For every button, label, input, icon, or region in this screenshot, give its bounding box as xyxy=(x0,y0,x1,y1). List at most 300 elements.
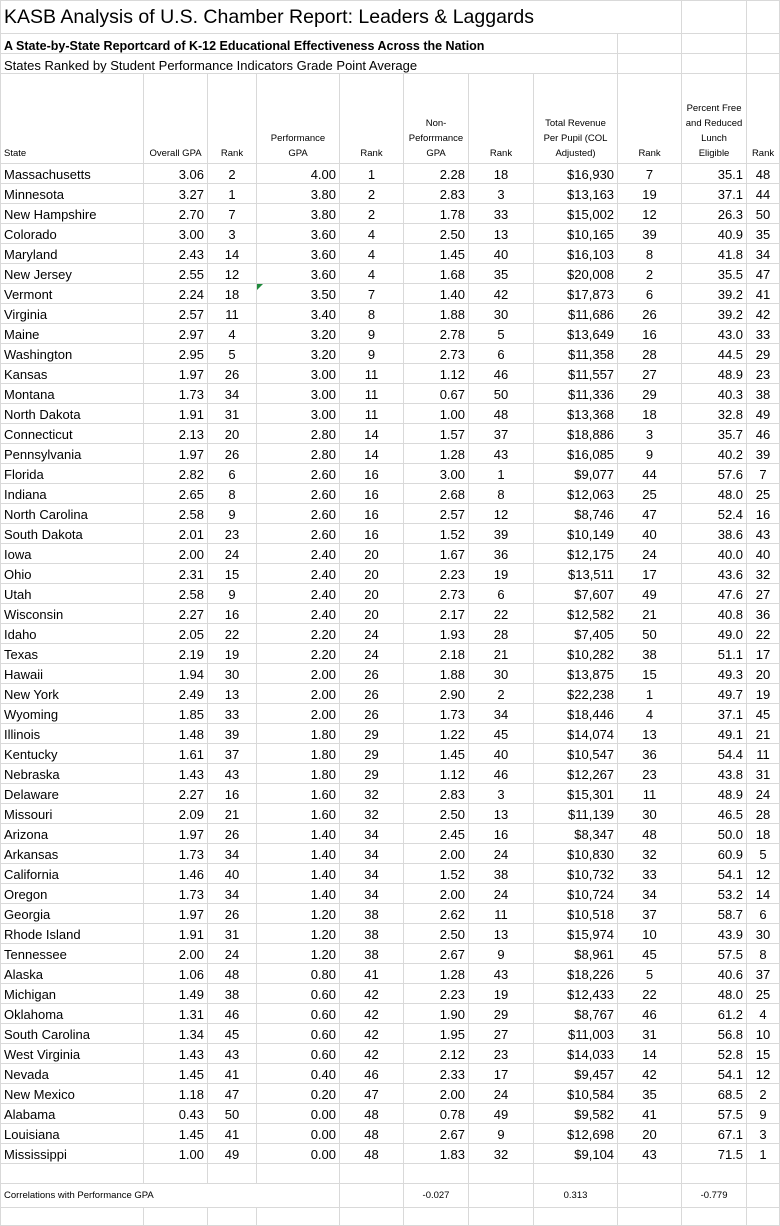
cell-nonperformance-gpa[interactable]: 2.68 xyxy=(404,484,469,504)
cell-rank-nonperformance[interactable]: 3 xyxy=(469,184,534,204)
cell-state[interactable]: Montana xyxy=(1,384,144,404)
cell-state[interactable]: Rhode Island xyxy=(1,924,144,944)
cell-rank-free-lunch[interactable]: 40 xyxy=(747,544,780,564)
cell-rank-nonperformance[interactable]: 16 xyxy=(469,824,534,844)
cell-nonperformance-gpa[interactable]: 1.12 xyxy=(404,764,469,784)
cell-free-lunch[interactable]: 48.0 xyxy=(682,484,747,504)
cell-state[interactable]: South Dakota xyxy=(1,524,144,544)
cell-revenue[interactable]: $13,368 xyxy=(534,404,618,424)
cell-rank-overall[interactable]: 24 xyxy=(208,544,257,564)
cell-free-lunch[interactable]: 44.5 xyxy=(682,344,747,364)
cell-free-lunch[interactable]: 32.8 xyxy=(682,404,747,424)
cell-overall-gpa[interactable]: 1.73 xyxy=(144,884,208,904)
cell-free-lunch[interactable]: 49.0 xyxy=(682,624,747,644)
cell-revenue[interactable]: $10,584 xyxy=(534,1084,618,1104)
cell-performance-gpa[interactable]: 3.00 xyxy=(257,384,340,404)
cell-rank-nonperformance[interactable]: 37 xyxy=(469,424,534,444)
cell-overall-gpa[interactable]: 1.34 xyxy=(144,1024,208,1044)
cell-performance-gpa[interactable]: 1.40 xyxy=(257,844,340,864)
cell-rank-overall[interactable]: 38 xyxy=(208,984,257,1004)
cell-state[interactable]: Oklahoma xyxy=(1,1004,144,1024)
cell-nonperformance-gpa[interactable]: 0.78 xyxy=(404,1104,469,1124)
cell-state[interactable]: Arkansas xyxy=(1,844,144,864)
cell-free-lunch[interactable]: 71.5 xyxy=(682,1144,747,1164)
cell-rank-nonperformance[interactable]: 19 xyxy=(469,564,534,584)
cell-performance-gpa[interactable]: 0.00 xyxy=(257,1124,340,1144)
cell-rank-performance[interactable]: 16 xyxy=(340,464,404,484)
cell-free-lunch[interactable]: 35.1 xyxy=(682,164,747,184)
cell-overall-gpa[interactable]: 2.55 xyxy=(144,264,208,284)
cell-rank-overall[interactable]: 33 xyxy=(208,704,257,724)
header-rank-nonperformance[interactable]: Rank xyxy=(469,74,534,164)
cell-revenue[interactable]: $12,063 xyxy=(534,484,618,504)
cell-state[interactable]: North Carolina xyxy=(1,504,144,524)
cell-free-lunch[interactable]: 58.7 xyxy=(682,904,747,924)
cell-overall-gpa[interactable]: 1.73 xyxy=(144,844,208,864)
cell-nonperformance-gpa[interactable]: 1.22 xyxy=(404,724,469,744)
cell-free-lunch[interactable]: 49.3 xyxy=(682,664,747,684)
cell-overall-gpa[interactable]: 2.24 xyxy=(144,284,208,304)
cell-state[interactable]: West Virginia xyxy=(1,1044,144,1064)
cell-free-lunch[interactable]: 48.0 xyxy=(682,984,747,1004)
cell-free-lunch[interactable]: 54.1 xyxy=(682,864,747,884)
cell-rank-free-lunch[interactable]: 36 xyxy=(747,604,780,624)
header-rank-free-lunch[interactable]: Rank xyxy=(747,74,780,164)
cell-rank-revenue[interactable]: 27 xyxy=(618,364,682,384)
cell-performance-gpa[interactable]: 2.40 xyxy=(257,604,340,624)
cell-state[interactable]: Alaska xyxy=(1,964,144,984)
cell-state[interactable]: Florida xyxy=(1,464,144,484)
cell-rank-revenue[interactable]: 24 xyxy=(618,544,682,564)
cell-rank-free-lunch[interactable]: 12 xyxy=(747,864,780,884)
cell-rank-performance[interactable]: 41 xyxy=(340,964,404,984)
cell-free-lunch[interactable]: 52.8 xyxy=(682,1044,747,1064)
cell-rank-free-lunch[interactable]: 28 xyxy=(747,804,780,824)
cell-performance-gpa[interactable]: 2.20 xyxy=(257,624,340,644)
header-rank-overall[interactable]: Rank xyxy=(208,74,257,164)
cell-performance-gpa[interactable]: 1.60 xyxy=(257,804,340,824)
cell-rank-overall[interactable]: 9 xyxy=(208,584,257,604)
cell-overall-gpa[interactable]: 2.57 xyxy=(144,304,208,324)
cell-state[interactable]: Nevada xyxy=(1,1064,144,1084)
cell-performance-gpa[interactable]: 0.60 xyxy=(257,984,340,1004)
cell-rank-overall[interactable]: 26 xyxy=(208,904,257,924)
cell-rank-overall[interactable]: 9 xyxy=(208,504,257,524)
cell-rank-overall[interactable]: 30 xyxy=(208,664,257,684)
cell-overall-gpa[interactable]: 1.49 xyxy=(144,984,208,1004)
cell-free-lunch[interactable]: 68.5 xyxy=(682,1084,747,1104)
cell-rank-performance[interactable]: 7 xyxy=(340,284,404,304)
cell-rank-free-lunch[interactable]: 17 xyxy=(747,644,780,664)
cell-rank-overall[interactable]: 40 xyxy=(208,864,257,884)
cell-nonperformance-gpa[interactable]: 2.00 xyxy=(404,844,469,864)
cell-rank-overall[interactable]: 49 xyxy=(208,1144,257,1164)
cell-free-lunch[interactable]: 47.6 xyxy=(682,584,747,604)
cell-rank-revenue[interactable]: 20 xyxy=(618,1124,682,1144)
cell-rank-nonperformance[interactable]: 36 xyxy=(469,544,534,564)
cell-nonperformance-gpa[interactable]: 1.73 xyxy=(404,704,469,724)
cell-rank-revenue[interactable]: 48 xyxy=(618,824,682,844)
cell-state[interactable]: Tennessee xyxy=(1,944,144,964)
cell-rank-revenue[interactable]: 44 xyxy=(618,464,682,484)
cell-rank-overall[interactable]: 19 xyxy=(208,644,257,664)
cell-performance-gpa[interactable]: 1.40 xyxy=(257,864,340,884)
cell-rank-revenue[interactable]: 34 xyxy=(618,884,682,904)
cell-rank-performance[interactable]: 9 xyxy=(340,324,404,344)
cell-rank-revenue[interactable]: 46 xyxy=(618,1004,682,1024)
cell-performance-gpa[interactable]: 3.20 xyxy=(257,324,340,344)
cell-performance-gpa[interactable]: 2.60 xyxy=(257,484,340,504)
cell-state[interactable]: South Carolina xyxy=(1,1024,144,1044)
cell-rank-nonperformance[interactable]: 30 xyxy=(469,304,534,324)
cell-rank-revenue[interactable]: 31 xyxy=(618,1024,682,1044)
cell-state[interactable]: Louisiana xyxy=(1,1124,144,1144)
cell-rank-nonperformance[interactable]: 50 xyxy=(469,384,534,404)
cell-free-lunch[interactable]: 57.6 xyxy=(682,464,747,484)
cell-rank-revenue[interactable]: 28 xyxy=(618,344,682,364)
cell-rank-nonperformance[interactable]: 11 xyxy=(469,904,534,924)
cell-rank-free-lunch[interactable]: 42 xyxy=(747,304,780,324)
cell-rank-free-lunch[interactable]: 48 xyxy=(747,164,780,184)
cell-rank-free-lunch[interactable]: 34 xyxy=(747,244,780,264)
cell-rank-performance[interactable]: 34 xyxy=(340,884,404,904)
cell-rank-free-lunch[interactable]: 27 xyxy=(747,584,780,604)
cell-rank-overall[interactable]: 26 xyxy=(208,364,257,384)
cell-rank-free-lunch[interactable]: 11 xyxy=(747,744,780,764)
cell-rank-performance[interactable]: 14 xyxy=(340,444,404,464)
cell-rank-free-lunch[interactable]: 39 xyxy=(747,444,780,464)
cell-nonperformance-gpa[interactable]: 2.00 xyxy=(404,1084,469,1104)
cell-performance-gpa[interactable]: 0.20 xyxy=(257,1084,340,1104)
cell-state[interactable]: Washington xyxy=(1,344,144,364)
cell-rank-performance[interactable]: 38 xyxy=(340,904,404,924)
cell-state[interactable]: Texas xyxy=(1,644,144,664)
cell-rank-nonperformance[interactable]: 46 xyxy=(469,364,534,384)
cell-rank-overall[interactable]: 22 xyxy=(208,624,257,644)
cell-rank-overall[interactable]: 15 xyxy=(208,564,257,584)
cell-rank-overall[interactable]: 26 xyxy=(208,444,257,464)
cell-overall-gpa[interactable]: 1.45 xyxy=(144,1124,208,1144)
cell-overall-gpa[interactable]: 2.13 xyxy=(144,424,208,444)
cell-overall-gpa[interactable]: 1.61 xyxy=(144,744,208,764)
correlation-free-lunch[interactable]: -0.779 xyxy=(682,1184,747,1208)
cell-rank-revenue[interactable]: 2 xyxy=(618,264,682,284)
cell-state[interactable]: Georgia xyxy=(1,904,144,924)
cell-rank-revenue[interactable]: 38 xyxy=(618,644,682,664)
cell-rank-nonperformance[interactable]: 13 xyxy=(469,804,534,824)
cell-rank-free-lunch[interactable]: 41 xyxy=(747,284,780,304)
cell-revenue[interactable]: $16,930 xyxy=(534,164,618,184)
cell-rank-revenue[interactable]: 9 xyxy=(618,444,682,464)
cell-performance-gpa[interactable]: 3.00 xyxy=(257,364,340,384)
cell-rank-revenue[interactable]: 23 xyxy=(618,764,682,784)
cell-free-lunch[interactable]: 35.5 xyxy=(682,264,747,284)
cell-overall-gpa[interactable]: 1.31 xyxy=(144,1004,208,1024)
cell-nonperformance-gpa[interactable]: 1.12 xyxy=(404,364,469,384)
cell-rank-revenue[interactable]: 16 xyxy=(618,324,682,344)
cell-overall-gpa[interactable]: 1.97 xyxy=(144,444,208,464)
cell-overall-gpa[interactable]: 2.49 xyxy=(144,684,208,704)
cell-rank-nonperformance[interactable]: 32 xyxy=(469,1144,534,1164)
cell-rank-nonperformance[interactable]: 35 xyxy=(469,264,534,284)
cell-state[interactable]: Arizona xyxy=(1,824,144,844)
cell-nonperformance-gpa[interactable]: 1.57 xyxy=(404,424,469,444)
cell-nonperformance-gpa[interactable]: 2.73 xyxy=(404,344,469,364)
cell-rank-revenue[interactable]: 35 xyxy=(618,1084,682,1104)
cell-revenue[interactable]: $12,698 xyxy=(534,1124,618,1144)
cell-overall-gpa[interactable]: 1.48 xyxy=(144,724,208,744)
cell-rank-performance[interactable]: 4 xyxy=(340,244,404,264)
cell-free-lunch[interactable]: 39.2 xyxy=(682,304,747,324)
cell-rank-nonperformance[interactable]: 19 xyxy=(469,984,534,1004)
cell-rank-revenue[interactable]: 18 xyxy=(618,404,682,424)
cell-rank-revenue[interactable]: 50 xyxy=(618,624,682,644)
cell-revenue[interactable]: $12,433 xyxy=(534,984,618,1004)
cell-performance-gpa[interactable]: 3.60 xyxy=(257,264,340,284)
cell-rank-performance[interactable]: 26 xyxy=(340,664,404,684)
cell-rank-revenue[interactable]: 17 xyxy=(618,564,682,584)
cell-state[interactable]: New Jersey xyxy=(1,264,144,284)
cell-revenue[interactable]: $14,074 xyxy=(534,724,618,744)
cell-free-lunch[interactable]: 49.7 xyxy=(682,684,747,704)
cell-performance-gpa[interactable]: 0.60 xyxy=(257,1004,340,1024)
cell-rank-nonperformance[interactable]: 33 xyxy=(469,204,534,224)
cell-rank-performance[interactable]: 2 xyxy=(340,184,404,204)
cell-revenue[interactable]: $9,077 xyxy=(534,464,618,484)
cell-performance-gpa[interactable]: 2.20 xyxy=(257,644,340,664)
cell-overall-gpa[interactable]: 3.06 xyxy=(144,164,208,184)
cell-rank-nonperformance[interactable]: 24 xyxy=(469,884,534,904)
cell-free-lunch[interactable]: 40.9 xyxy=(682,224,747,244)
cell-rank-performance[interactable]: 32 xyxy=(340,784,404,804)
cell-overall-gpa[interactable]: 1.46 xyxy=(144,864,208,884)
cell-rank-performance[interactable]: 20 xyxy=(340,544,404,564)
cell-rank-performance[interactable]: 42 xyxy=(340,1004,404,1024)
cell-nonperformance-gpa[interactable]: 1.52 xyxy=(404,524,469,544)
cell-rank-nonperformance[interactable]: 30 xyxy=(469,664,534,684)
cell-performance-gpa[interactable]: 1.60 xyxy=(257,784,340,804)
cell-rank-nonperformance[interactable]: 12 xyxy=(469,504,534,524)
cell-rank-nonperformance[interactable]: 43 xyxy=(469,444,534,464)
cell-rank-performance[interactable]: 4 xyxy=(340,224,404,244)
cell-rank-free-lunch[interactable]: 15 xyxy=(747,1044,780,1064)
cell-rank-nonperformance[interactable]: 5 xyxy=(469,324,534,344)
cell-nonperformance-gpa[interactable]: 2.17 xyxy=(404,604,469,624)
cell-revenue[interactable]: $11,139 xyxy=(534,804,618,824)
cell-rank-performance[interactable]: 48 xyxy=(340,1124,404,1144)
cell-rank-nonperformance[interactable]: 42 xyxy=(469,284,534,304)
cell-performance-gpa[interactable]: 1.80 xyxy=(257,744,340,764)
cell-rank-nonperformance[interactable]: 45 xyxy=(469,724,534,744)
cell-rank-nonperformance[interactable]: 21 xyxy=(469,644,534,664)
cell-rank-performance[interactable]: 8 xyxy=(340,304,404,324)
cell-performance-gpa[interactable]: 0.60 xyxy=(257,1044,340,1064)
cell-rank-performance[interactable]: 20 xyxy=(340,584,404,604)
cell-rank-overall[interactable]: 41 xyxy=(208,1124,257,1144)
cell-rank-nonperformance[interactable]: 18 xyxy=(469,164,534,184)
cell-overall-gpa[interactable]: 1.43 xyxy=(144,1044,208,1064)
cell-rank-nonperformance[interactable]: 24 xyxy=(469,844,534,864)
correlation-revenue[interactable]: 0.313 xyxy=(534,1184,618,1208)
cell-nonperformance-gpa[interactable]: 1.28 xyxy=(404,964,469,984)
cell-rank-free-lunch[interactable]: 23 xyxy=(747,364,780,384)
cell-performance-gpa[interactable]: 2.00 xyxy=(257,704,340,724)
cell-state[interactable]: Wyoming xyxy=(1,704,144,724)
cell-rank-nonperformance[interactable]: 13 xyxy=(469,924,534,944)
cell-nonperformance-gpa[interactable]: 3.00 xyxy=(404,464,469,484)
header-rank-revenue[interactable]: Rank xyxy=(618,74,682,164)
cell-rank-revenue[interactable]: 1 xyxy=(618,684,682,704)
cell-state[interactable]: Pennsylvania xyxy=(1,444,144,464)
cell-performance-gpa[interactable]: 2.00 xyxy=(257,684,340,704)
cell-rank-free-lunch[interactable]: 4 xyxy=(747,1004,780,1024)
cell-free-lunch[interactable]: 57.5 xyxy=(682,944,747,964)
cell-revenue[interactable]: $10,518 xyxy=(534,904,618,924)
cell-rank-free-lunch[interactable]: 44 xyxy=(747,184,780,204)
cell-revenue[interactable]: $14,033 xyxy=(534,1044,618,1064)
cell-rank-overall[interactable]: 43 xyxy=(208,1044,257,1064)
cell-performance-gpa[interactable]: 3.40 xyxy=(257,304,340,324)
report-subtitle-ranking[interactable]: States Ranked by Student Performance Indicators Grade Point Average xyxy=(1,54,618,74)
cell-nonperformance-gpa[interactable]: 2.28 xyxy=(404,164,469,184)
cell-rank-free-lunch[interactable]: 20 xyxy=(747,664,780,684)
cell-nonperformance-gpa[interactable]: 2.67 xyxy=(404,1124,469,1144)
cell-state[interactable]: Missouri xyxy=(1,804,144,824)
cell-overall-gpa[interactable]: 2.09 xyxy=(144,804,208,824)
cell-revenue[interactable]: $10,724 xyxy=(534,884,618,904)
cell-rank-performance[interactable]: 4 xyxy=(340,264,404,284)
cell-rank-revenue[interactable]: 40 xyxy=(618,524,682,544)
cell-overall-gpa[interactable]: 2.97 xyxy=(144,324,208,344)
cell-nonperformance-gpa[interactable]: 2.00 xyxy=(404,884,469,904)
cell-rank-nonperformance[interactable]: 48 xyxy=(469,404,534,424)
cell-rank-revenue[interactable]: 32 xyxy=(618,844,682,864)
cell-overall-gpa[interactable]: 2.65 xyxy=(144,484,208,504)
cell-rank-free-lunch[interactable]: 22 xyxy=(747,624,780,644)
cell-nonperformance-gpa[interactable]: 1.90 xyxy=(404,1004,469,1024)
cell-free-lunch[interactable]: 40.6 xyxy=(682,964,747,984)
cell-rank-overall[interactable]: 26 xyxy=(208,824,257,844)
cell-rank-overall[interactable]: 23 xyxy=(208,524,257,544)
cell-rank-performance[interactable]: 48 xyxy=(340,1144,404,1164)
cell-overall-gpa[interactable]: 0.43 xyxy=(144,1104,208,1124)
cell-rank-nonperformance[interactable]: 40 xyxy=(469,744,534,764)
cell-rank-revenue[interactable]: 5 xyxy=(618,964,682,984)
cell-overall-gpa[interactable]: 2.05 xyxy=(144,624,208,644)
cell-state[interactable]: Colorado xyxy=(1,224,144,244)
cell-rank-revenue[interactable]: 29 xyxy=(618,384,682,404)
cell-revenue[interactable]: $10,149 xyxy=(534,524,618,544)
cell-rank-overall[interactable]: 47 xyxy=(208,1084,257,1104)
cell-performance-gpa[interactable]: 2.80 xyxy=(257,444,340,464)
cell-free-lunch[interactable]: 41.8 xyxy=(682,244,747,264)
cell-rank-overall[interactable]: 31 xyxy=(208,404,257,424)
cell-rank-free-lunch[interactable]: 24 xyxy=(747,784,780,804)
cell-state[interactable]: Wisconsin xyxy=(1,604,144,624)
cell-revenue[interactable]: $9,582 xyxy=(534,1104,618,1124)
cell-state[interactable]: Massachusetts xyxy=(1,164,144,184)
cell-rank-nonperformance[interactable]: 9 xyxy=(469,944,534,964)
cell-rank-free-lunch[interactable]: 16 xyxy=(747,504,780,524)
cell-free-lunch[interactable]: 46.5 xyxy=(682,804,747,824)
cell-rank-performance[interactable]: 26 xyxy=(340,684,404,704)
cell-rank-revenue[interactable]: 25 xyxy=(618,484,682,504)
cell-rank-revenue[interactable]: 43 xyxy=(618,1144,682,1164)
cell-rank-free-lunch[interactable]: 2 xyxy=(747,1084,780,1104)
cell-rank-overall[interactable]: 20 xyxy=(208,424,257,444)
cell-state[interactable]: Mississippi xyxy=(1,1144,144,1164)
cell-nonperformance-gpa[interactable]: 2.78 xyxy=(404,324,469,344)
cell-performance-gpa[interactable]: 2.00 xyxy=(257,664,340,684)
cell-rank-performance[interactable]: 29 xyxy=(340,724,404,744)
cell-state[interactable]: Michigan xyxy=(1,984,144,1004)
cell-state[interactable]: Kansas xyxy=(1,364,144,384)
cell-revenue[interactable]: $8,961 xyxy=(534,944,618,964)
cell-revenue[interactable]: $9,457 xyxy=(534,1064,618,1084)
cell-rank-nonperformance[interactable]: 40 xyxy=(469,244,534,264)
cell-overall-gpa[interactable]: 2.19 xyxy=(144,644,208,664)
correlation-nonperformance[interactable]: -0.027 xyxy=(404,1184,469,1208)
cell-free-lunch[interactable]: 37.1 xyxy=(682,184,747,204)
cell-rank-overall[interactable]: 16 xyxy=(208,604,257,624)
cell-nonperformance-gpa[interactable]: 1.95 xyxy=(404,1024,469,1044)
cell-rank-performance[interactable]: 11 xyxy=(340,404,404,424)
cell-revenue[interactable]: $10,732 xyxy=(534,864,618,884)
cell-rank-free-lunch[interactable]: 12 xyxy=(747,1064,780,1084)
cell-free-lunch[interactable]: 48.9 xyxy=(682,784,747,804)
cell-rank-revenue[interactable]: 21 xyxy=(618,604,682,624)
cell-rank-performance[interactable]: 16 xyxy=(340,484,404,504)
cell-rank-nonperformance[interactable]: 27 xyxy=(469,1024,534,1044)
cell-performance-gpa[interactable]: 1.20 xyxy=(257,944,340,964)
cell-free-lunch[interactable]: 38.6 xyxy=(682,524,747,544)
cell-rank-performance[interactable]: 42 xyxy=(340,1044,404,1064)
cell-rank-nonperformance[interactable]: 8 xyxy=(469,484,534,504)
cell-revenue[interactable]: $10,547 xyxy=(534,744,618,764)
cell-rank-performance[interactable]: 14 xyxy=(340,424,404,444)
cell-state[interactable]: Nebraska xyxy=(1,764,144,784)
cell-nonperformance-gpa[interactable]: 2.50 xyxy=(404,924,469,944)
cell-free-lunch[interactable]: 49.1 xyxy=(682,724,747,744)
cell-nonperformance-gpa[interactable]: 1.40 xyxy=(404,284,469,304)
cell-rank-performance[interactable]: 34 xyxy=(340,824,404,844)
cell-revenue[interactable]: $11,003 xyxy=(534,1024,618,1044)
correlation-label[interactable]: Correlations with Performance GPA xyxy=(1,1184,340,1208)
cell-rank-performance[interactable]: 20 xyxy=(340,604,404,624)
cell-free-lunch[interactable]: 51.1 xyxy=(682,644,747,664)
cell-overall-gpa[interactable]: 2.01 xyxy=(144,524,208,544)
cell-rank-nonperformance[interactable]: 9 xyxy=(469,1124,534,1144)
cell-overall-gpa[interactable]: 1.91 xyxy=(144,404,208,424)
cell-overall-gpa[interactable]: 1.85 xyxy=(144,704,208,724)
cell-nonperformance-gpa[interactable]: 2.57 xyxy=(404,504,469,524)
cell-nonperformance-gpa[interactable]: 2.23 xyxy=(404,984,469,1004)
cell-rank-nonperformance[interactable]: 3 xyxy=(469,784,534,804)
cell-state[interactable]: Delaware xyxy=(1,784,144,804)
cell-nonperformance-gpa[interactable]: 1.45 xyxy=(404,744,469,764)
cell-overall-gpa[interactable]: 1.91 xyxy=(144,924,208,944)
cell-performance-gpa[interactable]: 2.40 xyxy=(257,544,340,564)
cell-free-lunch[interactable]: 26.3 xyxy=(682,204,747,224)
cell-rank-free-lunch[interactable]: 33 xyxy=(747,324,780,344)
cell-rank-revenue[interactable]: 41 xyxy=(618,1104,682,1124)
cell-overall-gpa[interactable]: 2.00 xyxy=(144,544,208,564)
cell-rank-nonperformance[interactable]: 43 xyxy=(469,964,534,984)
cell-revenue[interactable]: $10,282 xyxy=(534,644,618,664)
cell-state[interactable]: Iowa xyxy=(1,544,144,564)
cell-performance-gpa[interactable]: 3.80 xyxy=(257,204,340,224)
cell-rank-overall[interactable]: 34 xyxy=(208,884,257,904)
